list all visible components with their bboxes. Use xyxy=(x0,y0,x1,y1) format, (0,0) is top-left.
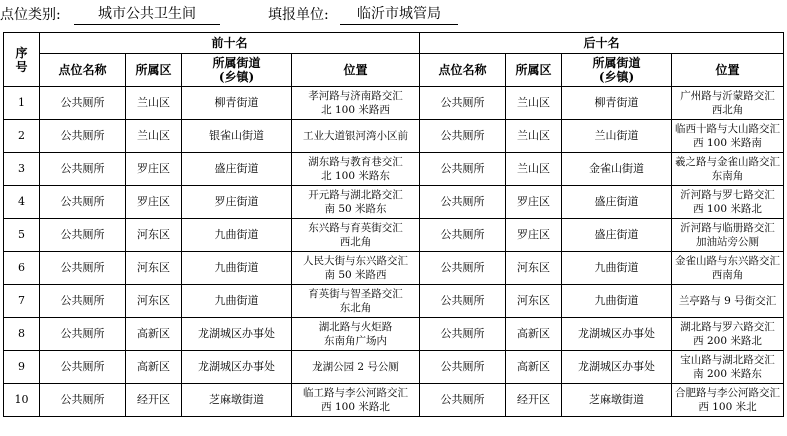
top-point-name-cell: 公共厕所 xyxy=(40,318,126,351)
table-row xyxy=(4,318,784,351)
col-street-bottom: 所属街道 (乡镇) xyxy=(562,54,672,87)
bottom-district-cell: 罗庄区 xyxy=(506,219,562,252)
top-location-cell: 东兴路与育英街交汇 西北角 xyxy=(292,219,420,252)
table-row xyxy=(4,351,784,384)
top-district-cell: 兰山区 xyxy=(126,120,182,153)
table-row xyxy=(4,285,784,318)
bottom-street-cell: 盛庄街道 xyxy=(562,219,672,252)
table-row xyxy=(4,252,784,285)
bottom-district-cell: 高新区 xyxy=(506,318,562,351)
top-point-name-cell: 公共厕所 xyxy=(40,285,126,318)
bottom-district-cell: 高新区 xyxy=(506,351,562,384)
row-number: 3 xyxy=(4,153,40,186)
top-district-cell: 经开区 xyxy=(126,384,182,417)
bottom-street-cell: 盛庄街道 xyxy=(562,186,672,219)
top-point-name-cell: 公共厕所 xyxy=(40,384,126,417)
top-street-cell: 罗庄街道 xyxy=(182,186,292,219)
table-row xyxy=(4,186,784,219)
top-point-name-cell: 公共厕所 xyxy=(40,87,126,120)
top-district-cell: 兰山区 xyxy=(126,87,182,120)
top-district-cell: 河东区 xyxy=(126,252,182,285)
ranking-table xyxy=(3,32,784,417)
bottom-street-cell: 九曲街道 xyxy=(562,252,672,285)
top-point-name-cell: 公共厕所 xyxy=(40,153,126,186)
bottom-street-cell: 芝麻墩街道 xyxy=(562,384,672,417)
category-label: 点位类别: xyxy=(0,7,61,23)
bottom-point-name-cell: 公共厕所 xyxy=(420,219,506,252)
bottom-point-name-cell: 公共厕所 xyxy=(420,120,506,153)
bottom-street-cell: 兰山街道 xyxy=(562,120,672,153)
bottom-location-cell: 临西十路与大山路交汇 西 100 米路南 xyxy=(672,120,784,153)
top-location-cell: 湖东路与教育巷交汇 北 100 米路东 xyxy=(292,153,420,186)
bottom-point-name-cell: 公共厕所 xyxy=(420,351,506,384)
col-street-top: 所属街道 (乡镇) xyxy=(182,54,292,87)
top-street-cell: 九曲街道 xyxy=(182,219,292,252)
category-value: 城市公共卫生间 xyxy=(74,4,220,25)
col-location-bottom: 位置 xyxy=(672,54,784,87)
top-district-cell: 高新区 xyxy=(126,351,182,384)
top-location-cell: 孝河路与济南路交汇 北 100 米路西 xyxy=(292,87,420,120)
row-number: 10 xyxy=(4,384,40,417)
row-number: 1 xyxy=(4,87,40,120)
unit-label: 填报单位: xyxy=(268,7,329,23)
bottom-street-cell: 龙湖城区办事处 xyxy=(562,318,672,351)
top-street-cell: 芝麻墩街道 xyxy=(182,384,292,417)
bottom-district-cell: 兰山区 xyxy=(506,120,562,153)
bottom-street-cell: 九曲街道 xyxy=(562,285,672,318)
top-district-cell: 河东区 xyxy=(126,219,182,252)
bottom-district-cell: 兰山区 xyxy=(506,87,562,120)
col-district-top: 所属区 xyxy=(126,54,182,87)
row-number: 7 xyxy=(4,285,40,318)
top-point-name-cell: 公共厕所 xyxy=(40,351,126,384)
bottom-location-cell: 合肥路与李公河路交汇 西 100 米北 xyxy=(672,384,784,417)
bottom-district-cell: 罗庄区 xyxy=(506,186,562,219)
table-row xyxy=(4,87,784,120)
bottom-location-cell: 湖北路与罗六路交汇 西 200 米路北 xyxy=(672,318,784,351)
row-number: 2 xyxy=(4,120,40,153)
top-point-name-cell: 公共厕所 xyxy=(40,252,126,285)
group-top-header: 前十名 xyxy=(40,33,420,54)
bottom-location-cell: 兰亭路与 9 号街交汇 xyxy=(672,285,784,318)
top-street-cell: 九曲街道 xyxy=(182,285,292,318)
bottom-district-cell: 河东区 xyxy=(506,252,562,285)
bottom-location-cell: 沂河路与罗七路交汇 西 100 米路北 xyxy=(672,186,784,219)
top-street-cell: 龙湖城区办事处 xyxy=(182,351,292,384)
bottom-location-cell: 金雀山路与东兴路交汇 西南角 xyxy=(672,252,784,285)
bottom-point-name-cell: 公共厕所 xyxy=(420,285,506,318)
top-location-cell: 湖北路与火炬路 东南角广场内 xyxy=(292,318,420,351)
top-location-cell: 工业大道银河湾小区前 xyxy=(292,120,420,153)
bottom-district-cell: 河东区 xyxy=(506,285,562,318)
table-row xyxy=(4,384,784,417)
top-location-cell: 育英街与智圣路交汇 东北角 xyxy=(292,285,420,318)
row-number: 4 xyxy=(4,186,40,219)
col-district-bottom: 所属区 xyxy=(506,54,562,87)
top-district-cell: 高新区 xyxy=(126,318,182,351)
bottom-point-name-cell: 公共厕所 xyxy=(420,252,506,285)
top-location-cell: 人民大街与东兴路交汇 南 50 米路西 xyxy=(292,252,420,285)
table-body xyxy=(4,87,784,417)
bottom-point-name-cell: 公共厕所 xyxy=(420,318,506,351)
bottom-point-name-cell: 公共厕所 xyxy=(420,153,506,186)
top-point-name-cell: 公共厕所 xyxy=(40,186,126,219)
bottom-district-cell: 经开区 xyxy=(506,384,562,417)
bottom-location-cell: 羲之路与金雀山路交汇 东南角 xyxy=(672,153,784,186)
seq-header: 序 号 xyxy=(4,33,40,87)
bottom-district-cell: 兰山区 xyxy=(506,153,562,186)
row-number: 8 xyxy=(4,318,40,351)
top-point-name-cell: 公共厕所 xyxy=(40,120,126,153)
row-number: 5 xyxy=(4,219,40,252)
top-district-cell: 罗庄区 xyxy=(126,186,182,219)
col-name-bottom: 点位名称 xyxy=(420,54,506,87)
table-row xyxy=(4,153,784,186)
top-street-cell: 九曲街道 xyxy=(182,252,292,285)
unit-value: 临沂市城管局 xyxy=(340,4,458,25)
row-number: 6 xyxy=(4,252,40,285)
top-point-name-cell: 公共厕所 xyxy=(40,219,126,252)
top-location-cell: 龙湖公园 2 号公厕 xyxy=(292,351,420,384)
bottom-street-cell: 龙湖城区办事处 xyxy=(562,351,672,384)
bottom-point-name-cell: 公共厕所 xyxy=(420,186,506,219)
group-bottom-header: 后十名 xyxy=(420,33,784,54)
bottom-location-cell: 广州路与沂蒙路交汇 西北角 xyxy=(672,87,784,120)
bottom-point-name-cell: 公共厕所 xyxy=(420,384,506,417)
report-header xyxy=(0,4,787,28)
table-row xyxy=(4,219,784,252)
top-district-cell: 河东区 xyxy=(126,285,182,318)
top-location-cell: 开元路与湖北路交汇 南 50 米路东 xyxy=(292,186,420,219)
top-street-cell: 银雀山街道 xyxy=(182,120,292,153)
bottom-street-cell: 柳青街道 xyxy=(562,87,672,120)
bottom-location-cell: 沂河路与临册路交汇 加油站旁公厕 xyxy=(672,219,784,252)
col-name-top: 点位名称 xyxy=(40,54,126,87)
bottom-location-cell: 宝山路与湖北路交汇 南 200 米路东 xyxy=(672,351,784,384)
bottom-street-cell: 金雀山街道 xyxy=(562,153,672,186)
top-street-cell: 龙湖城区办事处 xyxy=(182,318,292,351)
top-street-cell: 柳青街道 xyxy=(182,87,292,120)
top-street-cell: 盛庄街道 xyxy=(182,153,292,186)
top-district-cell: 罗庄区 xyxy=(126,153,182,186)
row-number: 9 xyxy=(4,351,40,384)
top-location-cell: 临工路与李公河路交汇 西 100 米路北 xyxy=(292,384,420,417)
col-location-top: 位置 xyxy=(292,54,420,87)
bottom-point-name-cell: 公共厕所 xyxy=(420,87,506,120)
table-row xyxy=(4,120,784,153)
